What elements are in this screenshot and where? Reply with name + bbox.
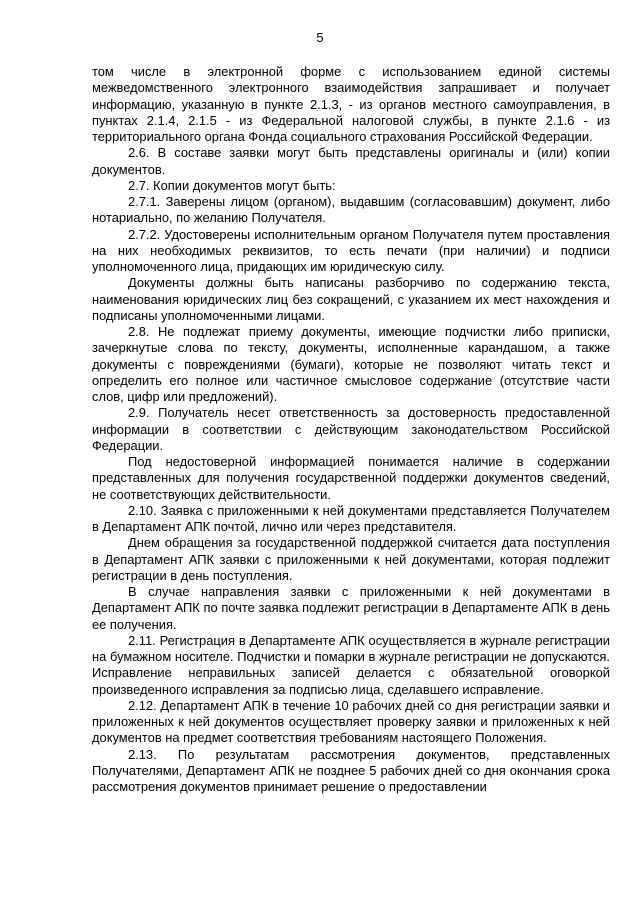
paragraph-mail-submission: В случае направления заявки с приложенными к ней документами в Департамент АПК по почте заявка подлежит регистрации в Департаменте АПК в день ее получения. bbox=[92, 584, 610, 632]
paragraph-2-8: 2.8. Не подлежат приему документы, имеющие подчистки либо приписки, зачеркнутые слова по тексту, документы, исполненные карандашом, а также документы с повреждениями (бумаги), которые не позволяют читать текст и определить его полное или частичное смысловое содержание (отсутствие части слов, цифр или предложений). bbox=[92, 324, 610, 404]
paragraph-2-12: 2.12. Департамент АПК в течение 10 рабочих дней со дня регистрации заявки и приложенных к ней документов осуществляет проверку заявки и приложенных к ней документов на предмет соответствия требованиям настоящего Положения. bbox=[92, 697, 610, 746]
paragraph-2-11: 2.11. Регистрация в Департаменте АПК осуществляется в журнале регистрации на бумажном носителе. Подчистки и помарки в журнале регистрации не допускаются. Исправление неправильных записей делается с обязательной оговоркой произведенного исправления за подписью лица, сделавшего исправление. bbox=[92, 632, 610, 697]
paragraph-continuation: том числе в электронной форме с использованием единой системы межведомственного электронного взаимодействия запрашивает и получает информацию, указанную в пункте 2.1.3, - из органов местного самоуправления, в пунктах 2.1.4, 2.1.5 - из Федеральной налоговой службы, в пункте 2.1.6 - из территориального органа Фонда социального страхования Российской Федерации. bbox=[92, 64, 610, 144]
paragraph-2-9: 2.9. Получатель несет ответственность за достоверность предоставленной информации в соответствии с действующим законодательством Российской Федерации. bbox=[92, 405, 610, 453]
paragraph-false-information: Под недостоверной информацией понимается наличие в содержании представленных для получения государственной поддержки документов сведений, не соответствующих действительности. bbox=[92, 454, 610, 502]
page-number: 5 bbox=[316, 30, 324, 45]
document-body bbox=[92, 64, 610, 795]
paragraph-application-date: Днем обращения за государственной поддержкой считается дата поступления в Департамент АПК заявки с приложенными к ней документами, которая подлежит регистрации в день поступления. bbox=[92, 535, 610, 583]
paragraph-2-7-1: 2.7.1. Заверены лицом (органом), выдавшим (согласовавшим) документ, либо нотариально, по желанию Получателя. bbox=[92, 194, 610, 226]
paragraph-2-13: 2.13. По результатам рассмотрения документов, представленных Получателями, Департамент АПК не позднее 5 рабочих дней со дня окончания срока рассмотрения документов принимает решение о предоставлении bbox=[92, 746, 610, 794]
paragraph-2-7-2: 2.7.2. Удостоверены исполнительным органом Получателя путем проставления на них необходимых реквизитов, то есть печати (при наличии) и подписи уполномоченного лица, придающих им юридическую силу. bbox=[92, 226, 610, 274]
paragraph-documents-requirements: Документы должны быть написаны разборчиво по содержанию текста, наименования юридических лиц без сокращений, с указанием их мест нахождения и подписаны уполномоченными лицами. bbox=[92, 275, 610, 323]
paragraph-2-10: 2.10. Заявка с приложенными к ней документами представляется Получателем в Департамент АПК почтой, лично или через представителя. bbox=[92, 502, 610, 534]
paragraph-2-7: 2.7. Копии документов могут быть: bbox=[128, 177, 336, 193]
paragraph-2-6: 2.6. В составе заявки могут быть представлены оригиналы и (или) копии документов. bbox=[92, 145, 610, 177]
